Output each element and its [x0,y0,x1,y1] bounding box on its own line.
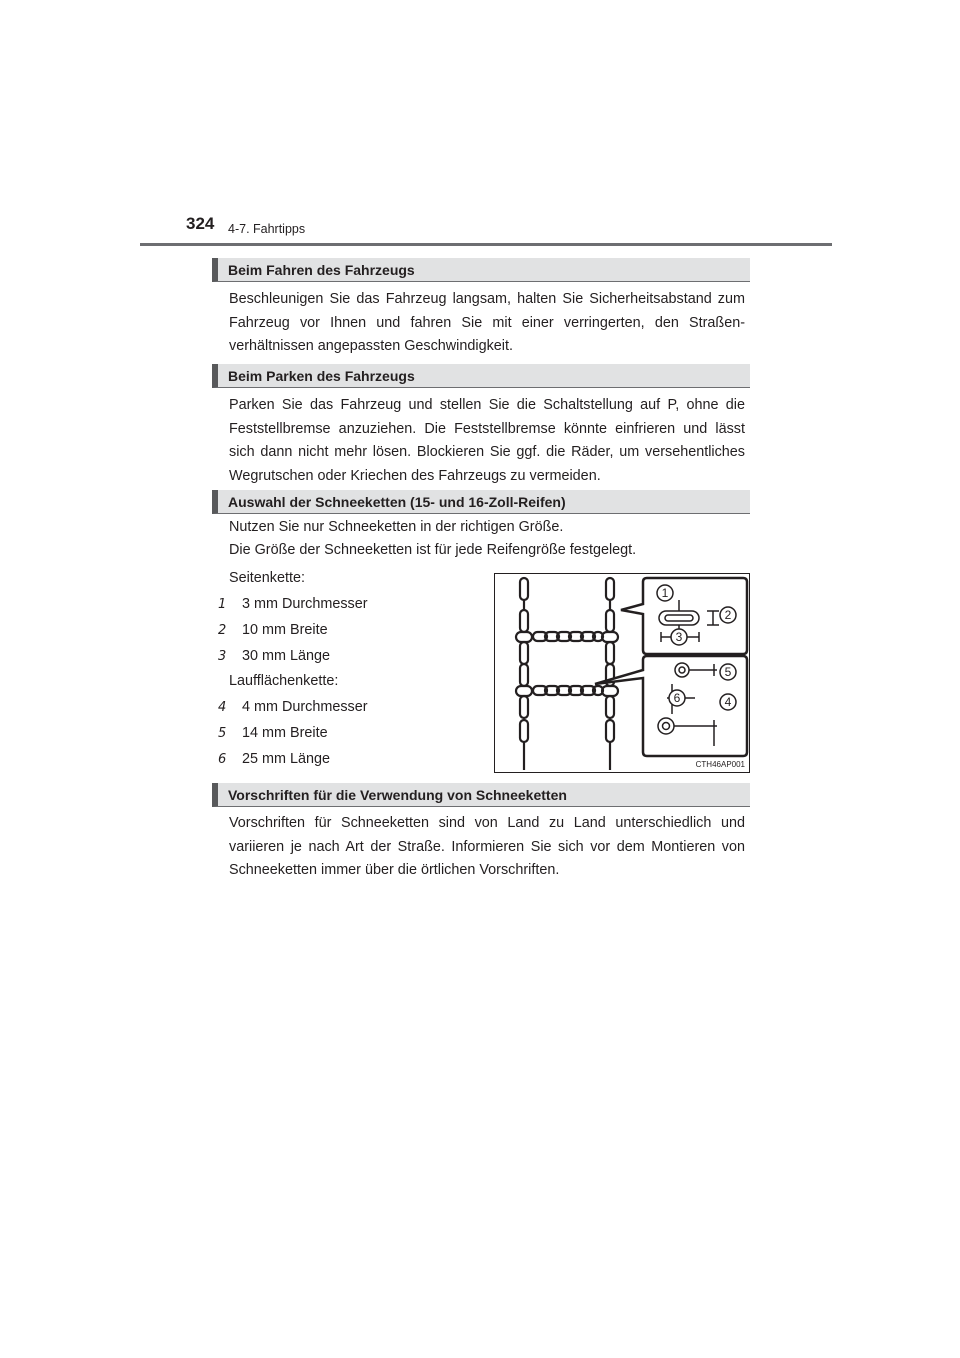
figure-callout-1: 1 [661,586,669,600]
paragraph-regulations: Vorschriften für Schneeketten sind von Land zu Land unterschiedlich und variieren je nach Art der Straße. Informieren Sie sich vor dem Montieren von Schneeketten immer über die örtlichen Vorschriften. [229,815,745,878]
tread-chain-label: Laufflächenkette: [229,673,339,689]
spec-item [218,622,328,638]
spec-number: 6 [218,752,227,767]
section-heading-text: Auswahl der Schneeketten (15- und 16-Zoll-Reifen) [228,494,566,510]
snow-chain-line-2: Die Größe der Schneeketten ist für jede Reifengröße festgelegt. [229,542,637,558]
figure-code: CTH46AP001 [695,760,745,769]
spec-text: 30 mm Länge [242,648,330,664]
spec-number: 5 [218,726,227,741]
spec-item [218,751,330,767]
paragraph-parking: Parken Sie das Fahrzeug und stellen Sie die Schaltstellung auf P, ohne die Feststellbremse anzuziehen. Die Feststellbremse könnte einfrieren und lässt sich dann nicht mehr lösen. Blockieren Sie ggf. die Räder, um versehentliches Wegrutschen oder Kriechen des Fahrzeugs zu vermeiden. [229,397,745,484]
section-heading-snow-chains [212,490,750,514]
paragraph-driving: Beschleunigen Sie das Fahrzeug langsam, halten Sie Sicherheitsabstand zum Fahrzeug vor Ihnen und fahren Sie mit einer verringerten, den Straßenverhältnissen angepassten Geschwindigkeit. [229,291,745,354]
figure-callout-3: 3 [675,630,683,644]
figure-callout-2: 2 [724,608,732,622]
figure-callout-4: 4 [724,695,732,709]
spec-item [218,699,368,715]
side-chain-label: Seitenkette: [229,570,306,586]
section-heading-text: Beim Fahren des Fahrzeugs [228,262,415,278]
section-heading-parking [212,364,750,388]
figure-callout-5: 5 [724,665,732,679]
spec-text: 14 mm Breite [242,725,328,741]
figure-callout-6: 6 [673,691,681,705]
page-number: 324 [186,214,215,233]
spec-number: 4 [218,700,227,715]
spec-text: 10 mm Breite [242,622,328,638]
section-heading-regulations [212,783,750,807]
spec-item [218,648,330,664]
section-heading-driving [212,258,750,282]
header-rule [140,243,832,246]
spec-item [218,596,368,612]
section-heading-text: Vorschriften für die Verwendung von Schneeketten [228,787,567,803]
spec-text: 4 mm Durchmesser [242,699,368,715]
snow-chain-illustration [495,574,749,772]
spec-number: 1 [218,597,227,612]
spec-number: 2 [218,623,227,638]
spec-text: 3 mm Durchmesser [242,596,368,612]
chapter-title: 4-7. Fahrtipps [228,222,306,236]
spec-item [218,725,328,741]
spec-text: 25 mm Länge [242,751,330,767]
section-heading-text: Beim Parken des Fahrzeugs [228,368,415,384]
snow-chain-figure [494,573,750,773]
snow-chain-line-1: Nutzen Sie nur Schneeketten in der richtigen Größe. [229,519,564,535]
spec-number: 3 [218,649,227,664]
